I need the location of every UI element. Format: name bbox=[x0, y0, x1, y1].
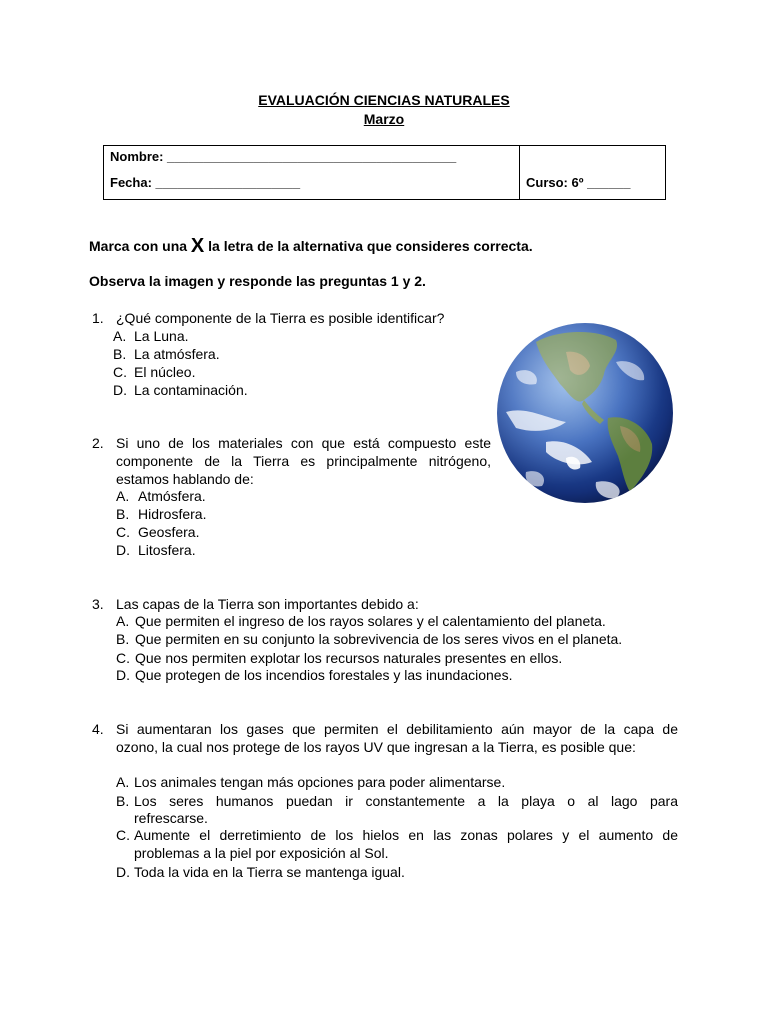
question-text: Las capas de la Tierra son importantes debido a: bbox=[116, 596, 419, 612]
nombre-field[interactable]: Nombre: ________________________________________ bbox=[110, 149, 457, 164]
question-text-line: ozono, la cual nos protege de los rayos UV que ingresan a la Tierra, es posible que: bbox=[116, 739, 636, 755]
fecha-field[interactable]: Fecha: ____________________ bbox=[110, 175, 301, 190]
question-number: 2. bbox=[92, 435, 104, 451]
student-info-table bbox=[103, 145, 666, 200]
earth-globe-image bbox=[496, 322, 674, 504]
question-number: 4. bbox=[92, 721, 104, 737]
question-text: ¿Qué componente de la Tierra es posible identificar? bbox=[116, 310, 445, 326]
question-text-line: Si uno de los materiales con que está compuesto este bbox=[116, 435, 491, 451]
curso-field[interactable]: Curso: 6º ______ bbox=[526, 175, 631, 190]
question-text-line: Si aumentaran los gases que permiten el debilitamiento aún mayor de la capa de bbox=[116, 721, 678, 737]
observe-instruction: Observa la imagen y responde las preguntas 1 y 2. bbox=[89, 273, 426, 289]
question-number: 1. bbox=[92, 310, 104, 326]
question-number: 3. bbox=[92, 596, 104, 612]
instruction-text-1: Marca con una bbox=[89, 238, 188, 254]
instruction-text-2: la letra de la alternativa que consideres correcta. bbox=[208, 238, 533, 254]
question-text-line: componente de la Tierra es principalmente nitrógeno, bbox=[116, 453, 491, 469]
question-text-line: estamos hablando de: bbox=[116, 471, 254, 487]
document-title: EVALUACIÓN CIENCIAS NATURALES bbox=[258, 92, 510, 108]
instruction-line bbox=[89, 234, 533, 257]
document-subtitle: Marzo bbox=[363, 111, 405, 127]
instruction-x-mark: X bbox=[190, 235, 205, 257]
